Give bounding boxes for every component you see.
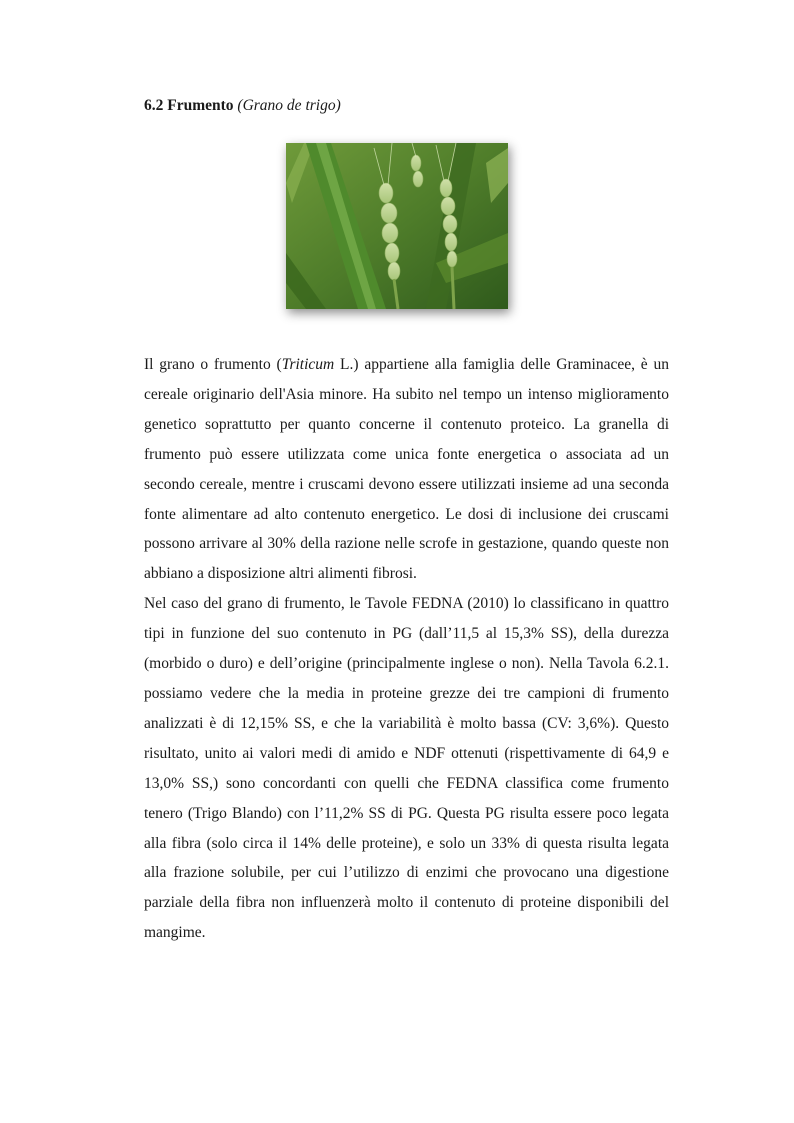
paragraph-1-italic: Triticum [281, 356, 335, 373]
wheat-photo-icon [286, 143, 508, 309]
wheat-photo [286, 143, 508, 309]
paragraph-2: Nel caso del grano di frumento, le Tavole FEDNA (2010) lo classificano in quattro tipi in funzione del suo contenuto in PG (dall’11,5 al 15,3% SS), della durezza (morbido o duro) e dell’origine (principalmente inglese o non). Nella Tavola 6.2.1. possiamo vedere che la media in proteine grezze dei tre campioni di frumento analizzati è di 12,15% SS, e che la variabilità è molto bassa (CV: 3,6%). Questo risultato, unito ai valori medi di amido e NDF ottenuti (rispettivamente di 64,9 e 13,0% SS,) sono concordanti con quelli che FEDNA classifica come frumento tenero (Trigo Blando) con l’11,2% SS di PG. Questa PG risulta essere poco legata alla fibra (solo circa il 14% delle proteine), e solo un 33% di questa risulta legata alla frazione solubile, per cui l’utilizzo di enzimi che provocano una digestione parziale della fibra non influenzerà molto il contenuto di proteine disponibili del mangime. [144, 595, 669, 942]
paragraph-1 [144, 350, 669, 589]
paragraph-1-start: Il grano o frumento ( [144, 356, 282, 373]
section-heading [144, 96, 341, 116]
body-text [144, 350, 669, 948]
paragraph-1-rest: L.) appartiene alla famiglia delle Graminacee, è un cereale originario dell'Asia minore. Ha subito nel tempo un intenso miglioramento genetico soprattutto per quanto concerne il contenuto proteico. La granella di frumento può essere utilizzata come unica fonte energetica o associata ad un secondo cereale, mentre i cruscami devono essere utilizzati insieme ad una seconda fonte alimentare ad alto contenuto energetico. Le dosi di inclusione dei cruscami possono arrivare al 30% della razione nelle scrofe in gestazione, quando queste non abbiano a disposizione altri alimenti fibrosi. [144, 356, 669, 583]
section-subtitle: (Grano de trigo) [237, 97, 341, 114]
section-title: 6.2 Frumento [144, 97, 234, 114]
